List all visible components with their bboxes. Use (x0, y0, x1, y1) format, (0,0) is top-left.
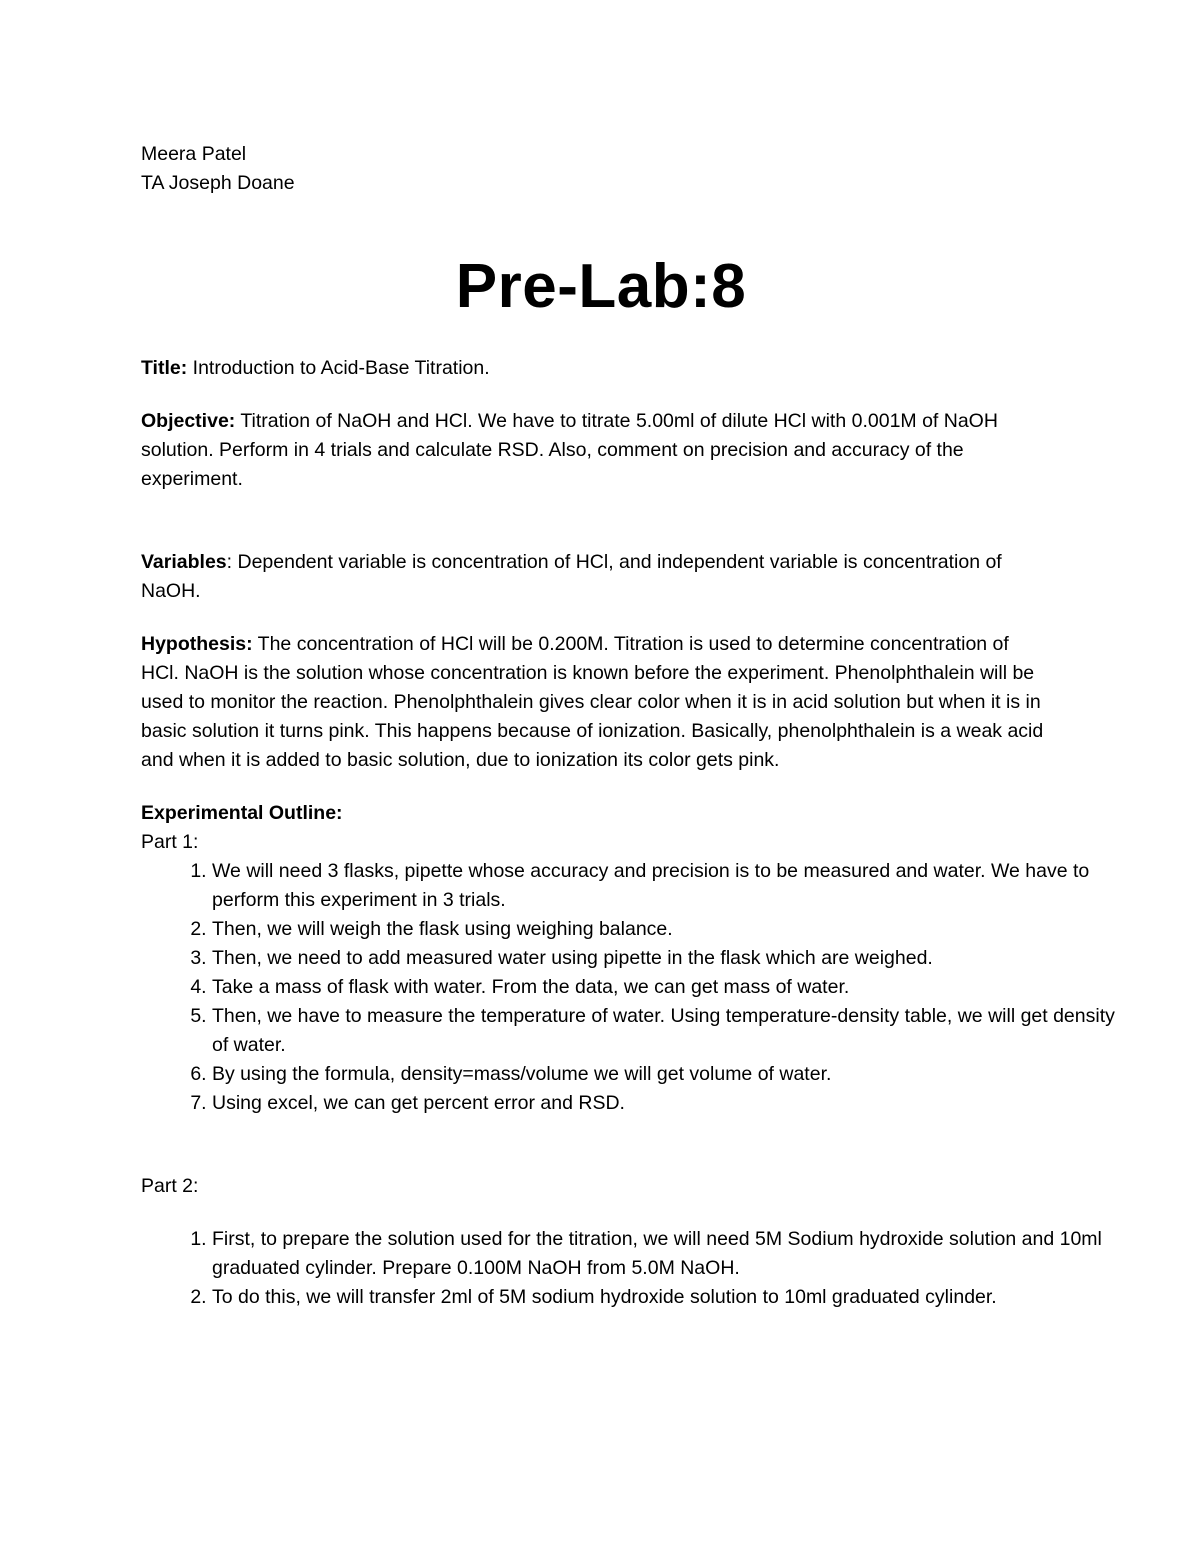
list-item: 6. By using the formula, density=mass/volume we will get volume of water. (212, 1060, 1117, 1089)
variables-label: Variables (141, 551, 227, 573)
outline-heading: Experimental Outline: (141, 802, 343, 824)
list-item: 1. First, to prepare the solution used for the titration, we will need 5M Sodium hydroxide solution and 10ml graduated cylinder. Prepare 0.100M NaOH from 5.0M NaOH. (212, 1225, 1117, 1283)
part2-steps (141, 1225, 1117, 1312)
list-item: 4. Take a mass of flask with water. From the data, we can get mass of water. (212, 973, 1117, 1002)
objective-text: Titration of NaOH and HCl. We have to titrate 5.00ml of dilute HCl with 0.001M of NaOH solution. Perform in 4 trials and calculate RSD. Also, comment on precision and accuracy of the experiment. (141, 410, 998, 490)
list-item: 1. We will need 3 flasks, pipette whose accuracy and precision is to be measured and water. We have to perform this experiment in 3 trials. (212, 857, 1117, 915)
variables-paragraph (141, 548, 1046, 606)
part1-label: Part 1: (141, 831, 199, 853)
objective-label: Objective: (141, 410, 236, 432)
hypothesis-label: Hypothesis: (141, 633, 253, 655)
document-title: Pre-Lab:8 (455, 252, 747, 321)
list-item: 2. To do this, we will transfer 2ml of 5M sodium hydroxide solution to 10ml graduated cylinder. (212, 1283, 1117, 1312)
list-item: 2. Then, we will weigh the flask using weighing balance. (212, 915, 1117, 944)
variables-text: : Dependent variable is concentration of HCl, and independent variable is concentration of NaOH. (141, 551, 1002, 602)
hypothesis-paragraph (141, 630, 1046, 775)
hypothesis-text: The concentration of HCl will be 0.200M. Titration is used to determine concentration of HCl. NaOH is the solution whose concentration is known before the experiment. Phenolphthalein will be used to monitor the reaction. Phenolphthalein gives clear color when it is in acid solution but when it is in basic solution it turns pink. This happens because of ionization. Basically, phenolphthalein is a weak acid and when it is added to basic solution, due to ionization its color gets pink. (141, 633, 1044, 771)
document-content (141, 140, 1115, 1312)
objective-paragraph (141, 407, 1046, 494)
author-name: Meera Patel (141, 143, 247, 165)
part2-label: Part 2: (141, 1175, 199, 1197)
ta-name: TA Joseph Doane (141, 172, 295, 194)
list-item: 7. Using excel, we can get percent error and RSD. (212, 1089, 1117, 1118)
list-item: 5. Then, we have to measure the temperature of water. Using temperature-density table, we will get density of water. (212, 1002, 1117, 1060)
part1-steps (141, 857, 1117, 1118)
title-text: Introduction to Acid-Base Titration. (187, 357, 490, 379)
list-item: 3. Then, we need to add measured water using pipette in the flask which are weighed. (212, 944, 1117, 973)
title-paragraph (141, 354, 1061, 383)
title-label: Title: (141, 357, 188, 379)
